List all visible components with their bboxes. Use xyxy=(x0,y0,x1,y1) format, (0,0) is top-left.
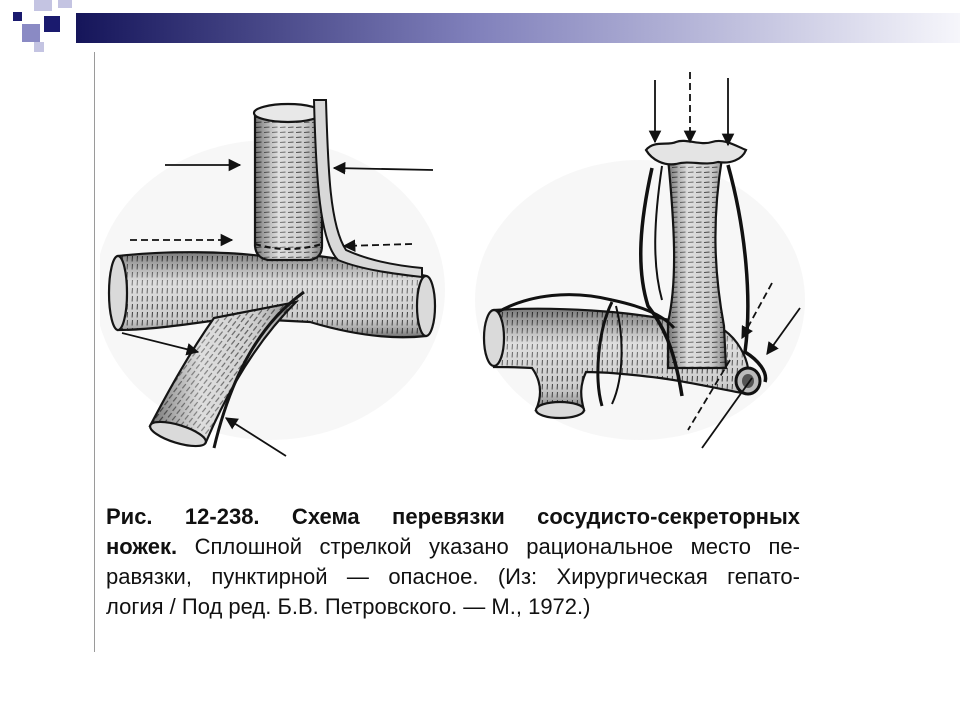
left-vessel-left-end xyxy=(109,256,127,330)
caption-text-3: равязки, пунктирной — опасное. (Из: Хирургическая гепато- xyxy=(106,564,800,589)
decor-square-light-2 xyxy=(58,0,72,8)
figure-caption xyxy=(106,502,800,622)
caption-line-1 xyxy=(106,502,800,532)
decor-square-dark-small xyxy=(13,12,22,21)
right-vessel-bottom-end xyxy=(536,402,584,418)
ligation-figure xyxy=(100,62,815,462)
caption-text-2: Сплошной стрелкой указано рациональное место пе- xyxy=(194,534,800,559)
left-vessel-right-end xyxy=(417,276,435,336)
caption-figure-title: Рис. 12-238. Схема перевязки сосудисто-секреторных xyxy=(106,504,800,529)
caption-line-2 xyxy=(106,532,800,562)
caption-title-end: ножек. xyxy=(106,534,178,559)
left-vertical-duct xyxy=(254,104,322,260)
duct-top-end xyxy=(254,104,322,122)
ruffled-top-end xyxy=(646,141,746,165)
cut-vessel-end xyxy=(736,368,760,394)
caption-source: логия / Под ред. Б.В. Петровского. — М., 1972.) xyxy=(106,594,591,619)
header-gradient-bar xyxy=(76,13,960,43)
right-vessel-left-end xyxy=(484,310,504,366)
caption-line-4 xyxy=(106,592,800,622)
decor-square-dark xyxy=(44,16,60,32)
vertical-rule xyxy=(94,52,95,652)
decor-square-light-3 xyxy=(34,42,44,52)
caption-line-3 xyxy=(106,562,800,592)
decor-square-light xyxy=(34,0,52,11)
decor-square-mid xyxy=(22,24,40,42)
